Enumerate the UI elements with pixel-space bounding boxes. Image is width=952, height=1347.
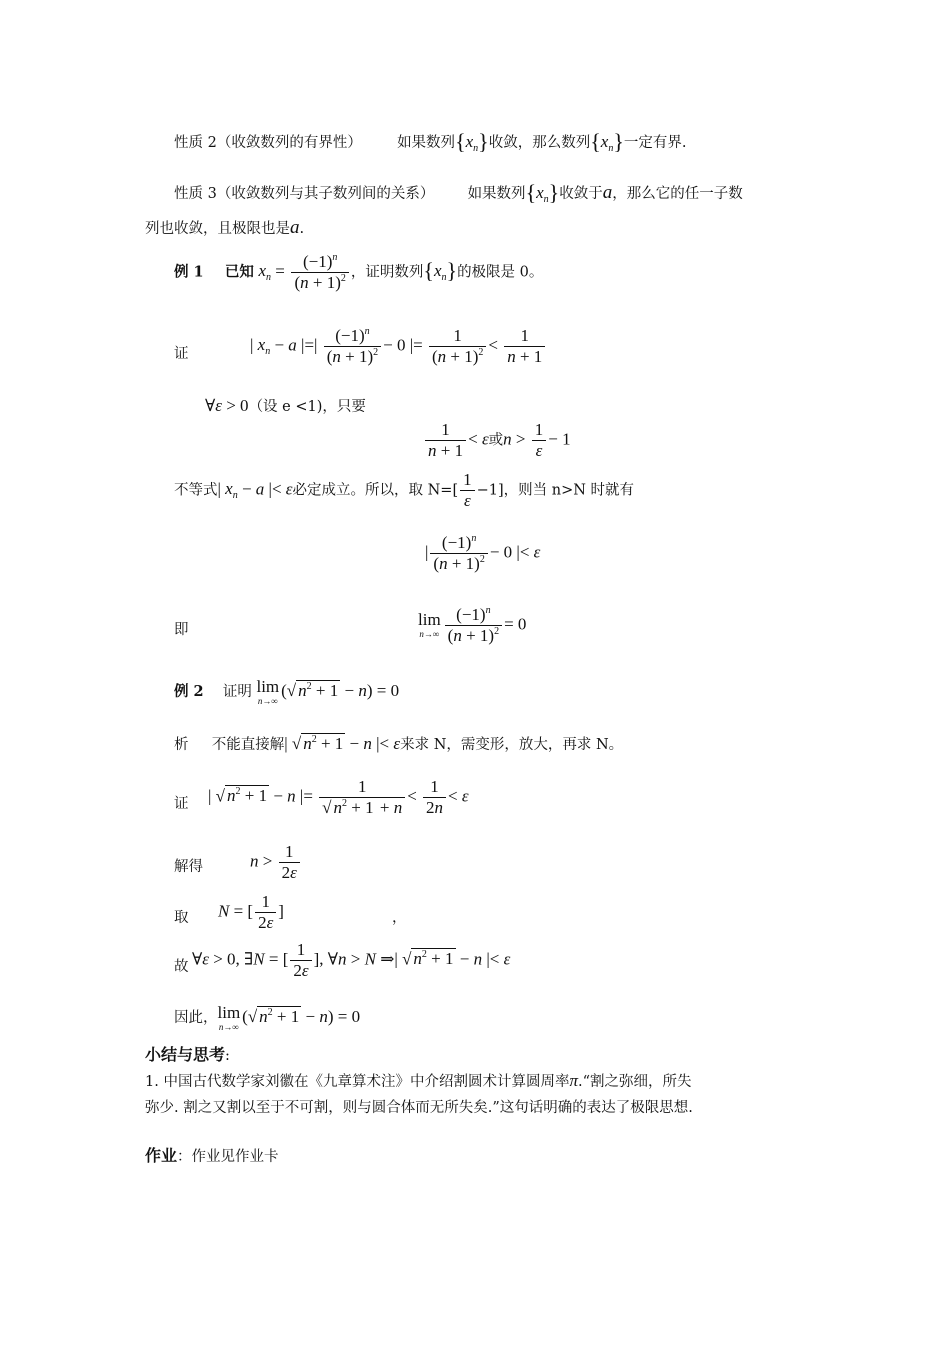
example2-label: 例 2 bbox=[174, 682, 204, 700]
forall-line: ∀ε > 0（设 e <1)，只要 bbox=[205, 396, 366, 415]
limit-formula-1: lim n→∞ $\frac{(-1)^n}{(n + 1)^2}$ = 0 bbox=[418, 605, 527, 645]
inequality-line: 不等式| $x_n - a$ |< ε必定成立。所以，取 N=[ $\frac{1}{\varepsilon}$ −1]，则当 n>N 时就有 bbox=[174, 470, 635, 510]
example1-statement: 例 1 已知 $x_n$ = $\frac{(-1)^n}{(n + 1)^2}$ ，证明数列$\{x_n\}$的极限是 0。 bbox=[174, 252, 544, 292]
analysis-line: 析 不能直接解| √ $n^2 + 1 - n$ |< ε来求 N，需变形，放大，再求 N。 bbox=[174, 734, 624, 753]
property3-line1: 性质 3（收敛数列与其子数列间的关系） 如果数列$\{x_n\}$收敛于a，那么它的任一子数 bbox=[174, 180, 743, 205]
example1-label: 例 1 bbox=[174, 263, 204, 281]
sequence-xn: $\{x_n\}$ bbox=[455, 129, 489, 154]
example2-statement: 例 2 证明 lim n→∞ (√ $n^2 + 1 - n) = 0$ bbox=[174, 677, 400, 706]
sequence-xn: $\{x_n\}$ bbox=[423, 258, 458, 284]
proof-formula-2: | √ $n^2 + 1 - n$ |= $\frac{1}{√ n^2 + 1 + n}$ < $\frac{1}{2n}$ < ε bbox=[208, 777, 469, 817]
property2-line: 性质 2（收敛数列的有界性） 如果数列$\{x_n\}$收敛，那么数列$\{x_n\}$一定有界. bbox=[174, 129, 687, 154]
solve-label: 解得 bbox=[174, 859, 203, 875]
solve-formula: n > $\frac{1}{2\varepsilon}$ bbox=[250, 842, 302, 883]
formula-fraction: $\frac{(-1)^n}{(n + 1)^2}$ bbox=[291, 252, 348, 293]
summary-item1-line2: 弥少. 割之又割以至于不可割，则与圆合体而无所失矣.”这句话明确的表达了极限思想. bbox=[145, 1100, 693, 1116]
proof-label: 证 bbox=[174, 346, 189, 362]
property3-line2: 列也收敛，且极限也是a. bbox=[145, 217, 305, 238]
hence-label: 即 bbox=[174, 622, 189, 638]
take-formula: N = [ $\frac{1}{2\varepsilon}$ ] bbox=[218, 892, 284, 932]
conclusion-line: 因此， lim n→∞ (√ $n^2 + 1 - n) = 0$ bbox=[174, 1003, 361, 1032]
proof-formula-1: | $x_n - a$ |=| $\frac{(-1)^n}{(n + 1)^2}$ − 0 |= $\frac{1}{(n + 1)^2}$ < $\frac{1}{n + 1}$ bbox=[250, 326, 547, 367]
result-formula: | $\frac{(-1)^n}{(n + 1)^2}$ − 0 |< ε bbox=[425, 533, 541, 573]
therefore-label: 故 bbox=[174, 959, 189, 975]
take-label: 取 bbox=[174, 910, 189, 926]
property2-label: 性质 2（收敛数列的有界性） bbox=[174, 135, 362, 151]
therefore-formula: ∀ε > 0, ∃N = [ $\frac{1}{2\varepsilon}$ ], ∀n > N ⇒| √ $n^2 + 1 - n$ |< ε bbox=[192, 940, 511, 980]
condition-formula: $\frac{1}{n + 1}$ < ε或n > $\frac{1}{\varepsilon}$ − 1 bbox=[423, 420, 571, 461]
property3-label: 性质 3（收敛数列与其子数列间的关系） bbox=[174, 186, 435, 202]
summary-heading: 小结与思考: bbox=[145, 1045, 230, 1064]
homework-line: 作业：作业见作业卡 bbox=[145, 1146, 279, 1165]
proof-label-2: 证 bbox=[174, 796, 189, 812]
sequence-xn: $\{x_n\}$ bbox=[590, 129, 624, 154]
summary-item1-line1: 1. 中国古代数学家刘徽在《九章算术注》中介绍割圆术计算圆周率π.“割之弥细，所失 bbox=[145, 1071, 692, 1090]
sequence-xn: $\{x_n\}$ bbox=[525, 180, 560, 205]
